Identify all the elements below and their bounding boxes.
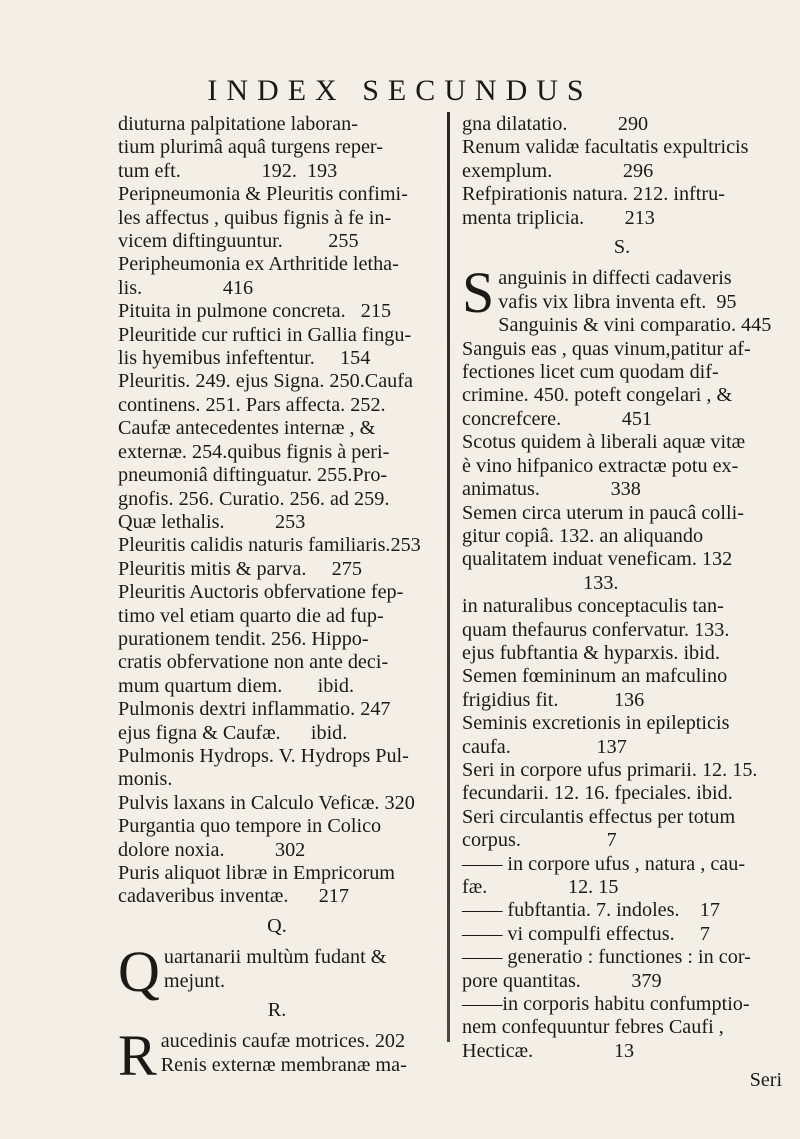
entry-line: 133. (462, 571, 619, 594)
entry-line: è vino hifpanico extractæ potu ex- (462, 454, 739, 477)
index-entry (118, 511, 436, 534)
entry-line: fectiones licet cum quodam dif- (462, 361, 719, 384)
entry-line: ejus figna & Caufæ. ibid. (118, 721, 348, 744)
entry-line: Pulvis laxans in Calculo Veficæ. 320 (118, 791, 415, 814)
entry-line: timo vel etiam quarto die ad fup- (118, 604, 384, 627)
entry-line: crimine. 450. poteft congelari , & (462, 384, 733, 407)
drop-cap: S (462, 260, 495, 326)
entry-line: lis hyemibus infeftentur. 154 (118, 347, 371, 370)
index-entry (118, 370, 436, 510)
entry-line: —— generatio : functiones : in cor- (462, 946, 751, 969)
index-entry (462, 338, 782, 432)
entry-line: Hecticæ. 13 (462, 1039, 635, 1062)
index-entry (118, 558, 436, 581)
entry-line: externæ. 254.quibus fignis à peri- (118, 440, 390, 463)
entry-line: ——in corporis habitu confumptio- (462, 993, 750, 1016)
entry-line: Pleuritis mitis & parva. 275 (118, 557, 362, 580)
index-entry (118, 792, 436, 815)
entry-line: mum quartum diem. ibid. (118, 674, 355, 697)
section-first-entry (118, 939, 436, 1005)
index-entry (118, 862, 436, 909)
entry-line: les affectus , quibus fignis à fe in- (118, 206, 392, 229)
entry-line: aucedinis caufæ motrices. 202 (160, 1030, 406, 1053)
entry-line: Caufæ antecedentes internæ , & (118, 417, 376, 440)
entry-line: vafis vix libra inventa eft. 95 (498, 290, 737, 313)
entry-line: cratis obfervatione non ante deci- (118, 651, 389, 674)
column-divider (447, 112, 450, 1042)
index-entry (462, 993, 782, 1063)
entry-line: gitur copiâ. 132. an aliquando (462, 524, 704, 547)
index-entry (462, 759, 782, 806)
entry-line: Semen circa uterum in paucâ colli- (462, 501, 744, 524)
index-entry (118, 815, 436, 862)
index-entry (462, 314, 782, 337)
entry-line: Pleuritide cur ruftici in Gallia fingu- (118, 323, 412, 346)
index-entry (462, 923, 782, 946)
index-entry (462, 853, 782, 900)
entry-line: Pulmonis dextri inflammatio. 247 (118, 698, 391, 721)
index-entry (462, 899, 782, 922)
entry-line: nem confequuntur febres Caufi , (462, 1016, 724, 1039)
index-entry (462, 712, 782, 759)
entry-line: animatus. 338 (462, 478, 641, 501)
right-column (462, 113, 782, 1093)
entry-line: cadaveribus inventæ. 217 (118, 885, 349, 908)
entry-line: Pleuritis. 249. ejus Signa. 250.Caufa (118, 370, 413, 393)
entry-line: Pulmonis Hydrops. V. Hydrops Pul- (118, 744, 409, 767)
index-entry (118, 698, 436, 745)
entry-line: fæ. 12. 15 (462, 876, 619, 898)
entry-line: pore quantitas. 379 (462, 969, 662, 992)
entry-line: Seminis excretionis in epilepticis (462, 712, 730, 735)
entry-line: Purgantia quo tempore in Colico (118, 815, 382, 838)
entry-line: Pituita in pulmone concreta. 215 (118, 300, 392, 323)
index-entry (118, 300, 436, 323)
entry-line: Peripneumonia & Pleuritis confimi- (118, 183, 408, 206)
entry-line: Puris aliquot libræ in Empricorum (118, 862, 395, 884)
entry-line: —— fubftantia. 7. indoles. 17 (462, 899, 720, 922)
catchword: Seri (749, 1069, 782, 1092)
index-entry (462, 136, 782, 183)
index-entry (118, 253, 436, 300)
index-entry (462, 183, 782, 230)
index-entry (118, 183, 436, 253)
index-entry (462, 431, 782, 501)
entry-line: purationem tendit. 256. Hippo- (118, 627, 369, 650)
entry-line: —— in corpore ufus , natura , cau- (462, 852, 746, 875)
entry-line: Pleuritis calidis naturis familiaris.253 (118, 534, 421, 557)
entry-line: Sanguinis & vini comparatio. 445 (498, 314, 772, 337)
entry-line: Semen fœmininum an mafculino (462, 665, 728, 688)
section-first-entry (118, 1023, 436, 1089)
entry-line: exemplum. 296 (462, 159, 654, 182)
index-entry (118, 534, 436, 557)
entry-line: fecundarii. 12. 16. fpeciales. ibid. (462, 782, 733, 805)
entry-line: Refpirationis natura. 212. inftru- (462, 183, 725, 206)
entry-line: —— vi compulfi effectus. 7 (462, 922, 710, 945)
entry-line: Pleuritis Auctoris obfervatione fep- (118, 581, 404, 604)
entry-line: dolore noxia. 302 (118, 838, 306, 861)
index-entry (118, 745, 436, 792)
entry-line: Seri in corpore ufus primarii. 12. 15. (462, 758, 758, 781)
index-entry (462, 946, 782, 993)
entry-line: menta triplicia. 213 (462, 206, 655, 229)
entry-line: corpus. 7 (462, 829, 617, 852)
entry-line: Scotus quidem à liberali aquæ vitæ (462, 431, 746, 454)
entry-line: Renum validæ facultatis expultricis (462, 136, 749, 159)
entry-line: concrefcere. 451 (462, 407, 653, 430)
entry-line: monis. (118, 768, 173, 791)
entry-line: vicem diftinguuntur. 255 (118, 230, 359, 253)
entry-line: lis. 416 (118, 276, 254, 299)
entry-line: uartanarii multùm fudant & (163, 946, 387, 969)
entry-line: diuturna palpitatione laboran- (118, 113, 358, 135)
section-letter: Q. (267, 914, 287, 937)
left-column (118, 113, 436, 1089)
entry-line: pneumoniâ diftinguatur. 255.Pro- (118, 464, 388, 487)
index-entry (462, 502, 782, 666)
entry-line: gna dilatatio. 290 (462, 113, 649, 135)
section-letter: R. (267, 999, 287, 1022)
entry-line: tium plurimâ aquâ turgens reper- (118, 136, 383, 159)
entry-line: quam thefaurus confervatur. 133. (462, 618, 730, 641)
entry-line: frigidius fit. 136 (462, 688, 645, 711)
entry-line: Seri circulantis effectus per totum (462, 805, 736, 828)
index-entry (462, 806, 782, 853)
entry-line: anguinis in diffecti cadaveris (498, 267, 732, 290)
section-letter: S. (613, 236, 631, 259)
entry-line: continens. 251. Pars affecta. 252. (118, 393, 386, 416)
entry-line: ejus fubftantia & hyparxis. ibid. (462, 641, 720, 664)
index-entry (462, 113, 782, 136)
entry-line: in naturalibus conceptaculis tan- (462, 595, 724, 618)
entry-line: qualitatem induat veneficam. 132 (462, 548, 733, 571)
index-entry (118, 113, 436, 183)
entry-line: Sanguis eas , quas vinum,patitur af- (462, 337, 751, 360)
right-entries (462, 113, 782, 1063)
index-entry (118, 581, 436, 698)
drop-cap: Q (118, 939, 160, 1005)
entry-line: caufa. 137 (462, 735, 627, 758)
entry-line: mejunt. (163, 969, 226, 992)
drop-cap: R (118, 1023, 157, 1089)
index-header: INDEX SECUNDUS (207, 74, 593, 107)
entry-line: Peripheumonia ex Arthritide letha- (118, 253, 399, 276)
entry-line: Renis externæ membranæ ma- (160, 1053, 407, 1076)
index-entry (118, 324, 436, 371)
index-entry (462, 665, 782, 712)
entry-line: gnofis. 256. Curatio. 256. ad 259. (118, 487, 390, 510)
entry-line: Quæ lethalis. 253 (118, 510, 306, 533)
entry-line: tum eft. 192. 193 (118, 159, 338, 182)
